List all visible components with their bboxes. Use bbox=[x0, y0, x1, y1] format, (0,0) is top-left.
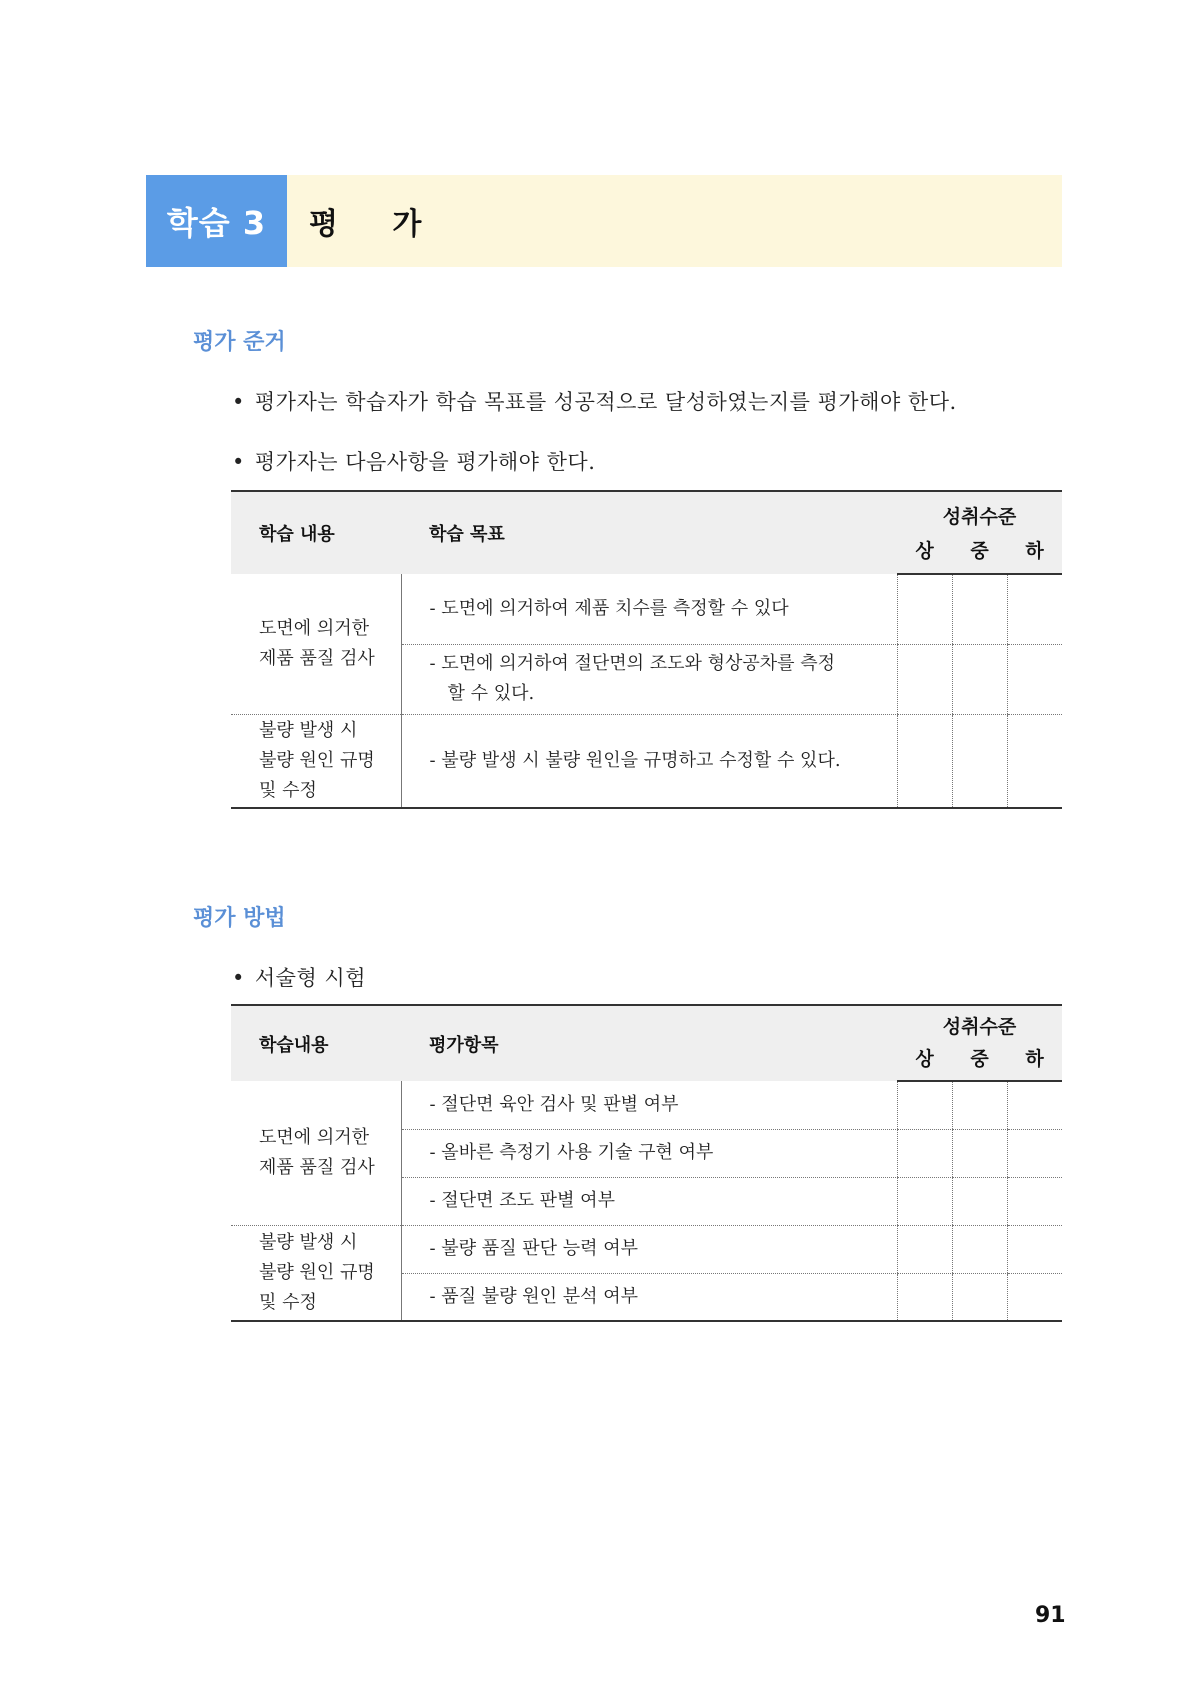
section-title-criteria: 평가 준거 bbox=[193, 330, 286, 355]
section-title-method: 평가 방법 bbox=[193, 906, 286, 931]
chapter-header bbox=[146, 175, 1062, 267]
chapter-title: 평 가 bbox=[287, 175, 1062, 267]
table-row bbox=[231, 1225, 1062, 1273]
level-high: 상 bbox=[897, 531, 952, 574]
criteria-table bbox=[231, 490, 1062, 809]
check-cell-high[interactable] bbox=[897, 1081, 952, 1129]
check-cell-mid[interactable] bbox=[952, 1273, 1007, 1321]
check-cell-low[interactable] bbox=[1007, 574, 1062, 644]
method-table bbox=[231, 1004, 1062, 1322]
check-cell-mid[interactable] bbox=[952, 644, 1007, 714]
col-header-content: 학습내용 bbox=[231, 1005, 401, 1081]
item-cell: - 올바른 측정기 사용 기술 구현 여부 bbox=[401, 1129, 897, 1177]
check-cell-mid[interactable] bbox=[952, 574, 1007, 644]
col-header-item: 평가항목 bbox=[401, 1005, 897, 1081]
goal-cell: - 도면에 의거하여 절단면의 조도와 형상공차를 측정 할 수 있다. bbox=[401, 644, 897, 714]
check-cell-high[interactable] bbox=[897, 574, 952, 644]
level-high: 상 bbox=[897, 1041, 952, 1081]
content-cell: 도면에 의거한 제품 품질 검사 bbox=[231, 574, 401, 714]
goal-cell: - 불량 발생 시 불량 원인을 규명하고 수정할 수 있다. bbox=[401, 714, 897, 808]
check-cell-mid[interactable] bbox=[952, 1081, 1007, 1129]
method-bullet: • 서술형 시험 bbox=[232, 966, 366, 990]
criteria-bullet-2: • 평가자는 다음사항을 평가해야 한다. bbox=[232, 450, 596, 474]
goal-cell: - 도면에 의거하여 제품 치수를 측정할 수 있다 bbox=[401, 574, 897, 644]
check-cell-high[interactable] bbox=[897, 644, 952, 714]
col-header-goal: 학습 목표 bbox=[401, 491, 897, 574]
check-cell-high[interactable] bbox=[897, 1177, 952, 1225]
table-row bbox=[231, 1081, 1062, 1129]
check-cell-low[interactable] bbox=[1007, 714, 1062, 808]
table-row bbox=[231, 574, 1062, 644]
col-header-content: 학습 내용 bbox=[231, 491, 401, 574]
content-cell: 불량 발생 시 불량 원인 규명 및 수정 bbox=[231, 714, 401, 808]
col-header-level: 성취수준 bbox=[897, 1005, 1062, 1041]
check-cell-mid[interactable] bbox=[952, 1225, 1007, 1273]
check-cell-low[interactable] bbox=[1007, 1081, 1062, 1129]
level-mid: 중 bbox=[952, 531, 1007, 574]
check-cell-high[interactable] bbox=[897, 1225, 952, 1273]
check-cell-mid[interactable] bbox=[952, 1129, 1007, 1177]
check-cell-high[interactable] bbox=[897, 714, 952, 808]
item-cell: - 절단면 육안 검사 및 판별 여부 bbox=[401, 1081, 897, 1129]
item-cell: - 불량 품질 판단 능력 여부 bbox=[401, 1225, 897, 1273]
check-cell-high[interactable] bbox=[897, 1273, 952, 1321]
check-cell-low[interactable] bbox=[1007, 1177, 1062, 1225]
col-header-level: 성취수준 bbox=[897, 491, 1062, 531]
check-cell-mid[interactable] bbox=[952, 1177, 1007, 1225]
level-low: 하 bbox=[1007, 531, 1062, 574]
table-row bbox=[231, 714, 1062, 808]
item-cell: - 품질 불량 원인 분석 여부 bbox=[401, 1273, 897, 1321]
check-cell-low[interactable] bbox=[1007, 1225, 1062, 1273]
check-cell-low[interactable] bbox=[1007, 1129, 1062, 1177]
check-cell-high[interactable] bbox=[897, 1129, 952, 1177]
content-cell: 불량 발생 시 불량 원인 규명 및 수정 bbox=[231, 1225, 401, 1321]
check-cell-low[interactable] bbox=[1007, 644, 1062, 714]
criteria-bullet-1: • 평가자는 학습자가 학습 목표를 성공적으로 달성하였는지를 평가해야 한다. bbox=[232, 390, 957, 414]
check-cell-low[interactable] bbox=[1007, 1273, 1062, 1321]
content-cell: 도면에 의거한 제품 품질 검사 bbox=[231, 1081, 401, 1225]
item-cell: - 절단면 조도 판별 여부 bbox=[401, 1177, 897, 1225]
level-mid: 중 bbox=[952, 1041, 1007, 1081]
chapter-tag: 학습 3 bbox=[146, 175, 287, 267]
level-low: 하 bbox=[1007, 1041, 1062, 1081]
check-cell-mid[interactable] bbox=[952, 714, 1007, 808]
page-number: 91 bbox=[1035, 1603, 1066, 1628]
